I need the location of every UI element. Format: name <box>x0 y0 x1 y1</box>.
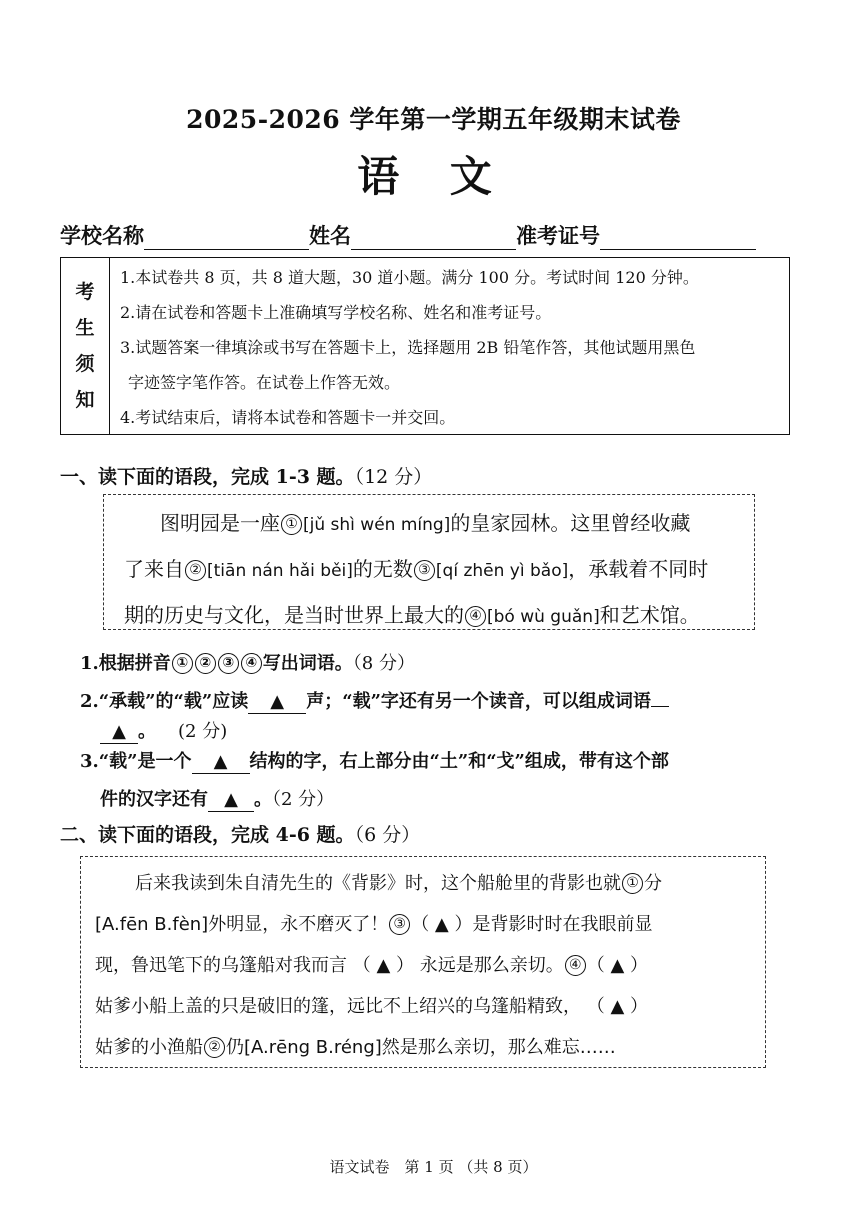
question-points: (2 分) <box>178 721 228 742</box>
passage2-line <box>95 1027 765 1068</box>
section2-passage <box>80 856 766 1068</box>
question-text: 。 <box>138 721 156 742</box>
question-points: （2 分） <box>272 789 335 810</box>
name-field[interactable] <box>351 227 516 250</box>
pinyin: [bó wù guǎn] <box>487 607 600 627</box>
passage-text: 的无数 <box>352 557 413 581</box>
notice-item: 1.本试卷共 8 页，共 8 道大题，30 道小题。满分 100 分。考试时间 120 分钟。 <box>120 268 699 287</box>
passage-text: 后来我读到朱自清先生的《背影》时，这个船舱里的背影也就 <box>135 873 621 894</box>
section1-points: （12 分） <box>354 466 433 488</box>
notice-side-label <box>61 258 110 434</box>
notice-box <box>60 257 790 435</box>
answer-blank[interactable]: ▲ <box>100 721 138 744</box>
passage2-line: 姑爹小船上盖的只是破旧的篷，远比不上绍兴的乌篷船精致， （ ▲ ） <box>95 996 649 1017</box>
page-footer: 语文试卷 第 1 页 （共 8 页） <box>329 1158 538 1176</box>
passage-text: 期的历史与文化，是当时世界上最大的 <box>124 603 464 627</box>
question-1 <box>80 646 415 682</box>
passage-text: （ ▲ ） <box>586 955 649 976</box>
circled-number: ② <box>185 560 206 581</box>
circled-number: ② <box>204 1037 225 1058</box>
passage-text: 姑爹的小渔船 <box>95 1037 203 1058</box>
passage-text: （ ▲ ）是背影时时在我眼前显 <box>411 914 653 935</box>
notice-item: 2.请在试卷和答题卡上准确填写学校名称、姓名和准考证号。 <box>120 303 552 322</box>
question-text: 。 <box>254 789 272 810</box>
passage-text: 的皇家园林。这里曾经收藏 <box>450 511 691 535</box>
question-text: 3.“载”是一个 <box>80 751 192 772</box>
question-points: （8 分） <box>352 653 415 674</box>
passage-text: ，承载着不同时 <box>568 557 709 581</box>
section1-heading-text: 一、读下面的语段，完成 1-3 题。 <box>60 466 355 488</box>
exam-id-label: 准考证号 <box>516 223 600 248</box>
notice-item: 字迹签字笔作答。在试卷上作答无效。 <box>128 373 401 392</box>
question-text: 声；“载”字还有另一个读音，可以组成词语 <box>306 691 651 712</box>
circled-number: ③ <box>218 653 239 674</box>
exam-title: 2025-2026 学年第一学期五年级期末试卷 <box>186 105 681 134</box>
passage-text: 分 <box>644 873 662 894</box>
notice-side-char: 生 <box>75 317 95 339</box>
school-label: 学校名称 <box>60 223 144 248</box>
passage1-line <box>124 593 754 639</box>
info-fields <box>60 218 780 250</box>
notice-side-char: 须 <box>75 353 95 375</box>
circled-number: ① <box>622 873 643 894</box>
circled-number: ④ <box>241 653 262 674</box>
circled-number: ④ <box>465 606 486 627</box>
section2-points: （6 分） <box>354 824 421 846</box>
exam-id-field[interactable] <box>600 227 756 250</box>
passage-text: [A.fēn B.fèn]外明显，永不磨灭了！ <box>95 914 389 935</box>
question-3 <box>80 744 669 780</box>
section2-heading-text: 二、读下面的语段，完成 4-6 题。 <box>60 824 355 846</box>
notice-item: 4.考试结束后，请将本试卷和答题卡一并交回。 <box>120 408 456 427</box>
pinyin: [jǔ shì wén míng] <box>303 515 451 535</box>
passage2-line <box>95 904 765 945</box>
passage-text: 了来自 <box>124 557 184 581</box>
question-text: 结构的字，右上部分由“土”和“戈”组成，带有这个部 <box>249 751 669 772</box>
passage-text: 现，鲁迅笔下的乌篷船对我而言 （ ▲ ） 永远是那么亲切。 <box>95 955 564 976</box>
notice-item: 3.试题答案一律填涂或书写在答题卡上，选择题用 2B 铅笔作答，其他试题用黑色 <box>120 338 696 357</box>
notice-side-char: 考 <box>75 281 95 303</box>
pinyin: [tiān nán hǎi běi] <box>207 561 353 581</box>
notice-side-char: 知 <box>75 389 95 411</box>
question-text: 1.根据拼音 <box>80 653 171 674</box>
pinyin: [qí zhēn yì bǎo] <box>435 561 569 581</box>
passage1-line <box>124 501 754 547</box>
passage1-line <box>124 547 754 593</box>
question-text: 2.“承载”的“载”应读 <box>80 691 249 712</box>
answer-blank[interactable]: ▲ <box>192 751 250 774</box>
section1-heading <box>60 462 432 489</box>
circled-number: ① <box>172 653 193 674</box>
subject-title: 语 文 <box>357 152 510 201</box>
section1-passage <box>103 494 755 630</box>
circled-number: ④ <box>565 955 586 976</box>
school-field[interactable] <box>144 227 309 250</box>
passage2-line <box>95 945 765 986</box>
passage2-line <box>95 863 765 904</box>
answer-blank[interactable]: ▲ <box>208 789 254 812</box>
circled-number: ③ <box>389 914 410 935</box>
question-text: 件的汉字还有 <box>100 789 208 810</box>
section2-heading <box>60 820 420 847</box>
passage-text: 图明园是一座 <box>160 511 280 535</box>
question-text: 写出词语。 <box>262 653 353 674</box>
passage-text: 仍[A.rēng B.réng]然是那么亲切，那么难忘…… <box>226 1037 616 1058</box>
answer-blank-line[interactable] <box>651 706 669 707</box>
question-3-cont <box>100 782 334 818</box>
notice-items <box>110 258 789 434</box>
circled-number: ③ <box>414 560 435 581</box>
name-label: 姓名 <box>309 223 351 248</box>
circled-number: ① <box>281 514 302 535</box>
circled-number: ② <box>195 653 216 674</box>
answer-blank[interactable]: ▲ <box>248 691 306 714</box>
passage-text: 和艺术馆。 <box>599 603 700 627</box>
